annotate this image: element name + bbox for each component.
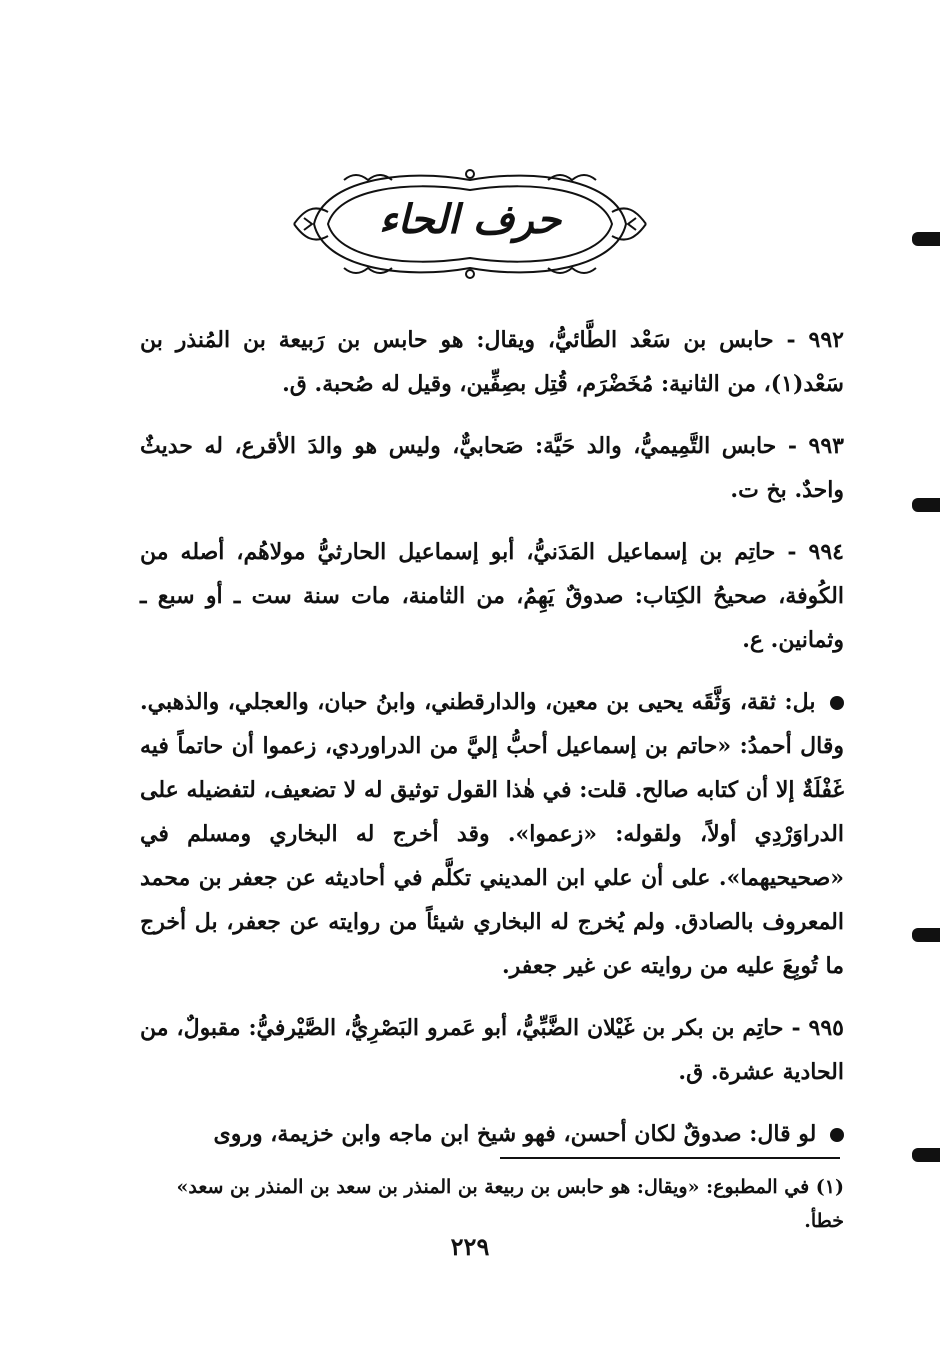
entry-number: ٩٩٣ bbox=[808, 433, 844, 459]
chapter-title: حرف الحاء bbox=[378, 196, 562, 243]
entry-text: - حابس التَّمِيميُّ، والد حَيَّة: صَحابيٌّ، وليس هو والدَ الأقرع، له حديثٌ واحدٌ. bbox=[140, 433, 844, 503]
entry-992 bbox=[140, 318, 844, 406]
entry-number: ٩٩٢ bbox=[808, 327, 844, 353]
entry-number: ٩٩٥ bbox=[808, 1015, 844, 1041]
entry-code: ق. bbox=[282, 371, 307, 397]
entry-text: - حاتِم بن إسماعيل المَدَنيُّ، أبو إسماعيل الحارثيُّ مولاهُم، أصله من الكُوفة، صحيحُ الكِتاب: صدوقٌ يَهِمُ، من الثامنة، مات سنة ست ـ أو سبع ـ وثمانين. bbox=[140, 539, 844, 653]
body-text bbox=[140, 318, 844, 1174]
comment-995 bbox=[140, 1112, 844, 1156]
entry-995 bbox=[140, 1006, 844, 1094]
entry-993 bbox=[140, 424, 844, 512]
entry-text: - حابس بن سَعْد الطَّائيُّ، ويقال: هو حابس بن رَبيعة بن المُنذر بن سَعْد(١)، من الثانية: مُخَضْرَم، قُتِل بصِفِّين، وقيل له صُحبة. bbox=[140, 327, 844, 397]
edge-mark bbox=[912, 928, 940, 942]
entry-code: بخ ت. bbox=[730, 477, 787, 503]
entry-text: - حاتِم بن بكر بن غَيْلان الضَّبِّيُّ، أبو عَمرو البَصْرِيُّ، الصَّيْرفيُّ: مقبولٌ، من الحادية عشرة. bbox=[140, 1015, 844, 1085]
entry-code: ع. bbox=[742, 627, 763, 653]
edge-mark bbox=[912, 498, 940, 512]
bullet-icon bbox=[830, 696, 844, 710]
footnote-divider bbox=[500, 1157, 840, 1159]
page-number: ٢٢٩ bbox=[450, 1232, 490, 1261]
footnote: (١) في المطبوع: «ويقال: هو حابس بن ربيعة بن المنذر بن سعد بن المنذر بن سعد» خطأ. bbox=[176, 1176, 844, 1232]
chapter-heading-cartouche bbox=[284, 160, 656, 288]
comment-text: بل: ثقة، وَثَّقَه يحيى بن معين، والدارقطني، وابنُ حبان، والعجلي، والذهبي. وقال أحمدُ: «حاتم بن إسماعيل أحبُّ إليَّ من الدراوردي، زعموا أن حاتماً فيه غَفْلَةٌ إلا أن كتابه صالح. قلت: في هٰذا القول توثيق له لا تضعيف، لتفضيله على الدراوَرْدِي أولاً، ولقوله: «زعموا». وقد أخرج له البخاري ومسلم في «صحيحيهما». على أن علي ابن المديني تكلَّم في أحاديثه عن جعفر بن محمد المعروف بالصادق. ولم يُخرج له البخاري شيئاً من روايته عن جعفر، بل أخرج ما تُوبِعَ عليه من روايته عن غير جعفر. bbox=[140, 689, 844, 979]
comment-994 bbox=[140, 680, 844, 988]
edge-mark bbox=[912, 232, 940, 246]
comment-text: لو قال: صدوقٌ لكان أحسن، فهو شيخ ابن ماجه وابن خزيمة، وروى bbox=[213, 1121, 817, 1147]
edge-mark bbox=[912, 1148, 940, 1162]
bullet-icon bbox=[830, 1128, 844, 1142]
entry-number: ٩٩٤ bbox=[808, 539, 844, 565]
entry-code: ق. bbox=[678, 1059, 704, 1085]
entry-994 bbox=[140, 530, 844, 662]
